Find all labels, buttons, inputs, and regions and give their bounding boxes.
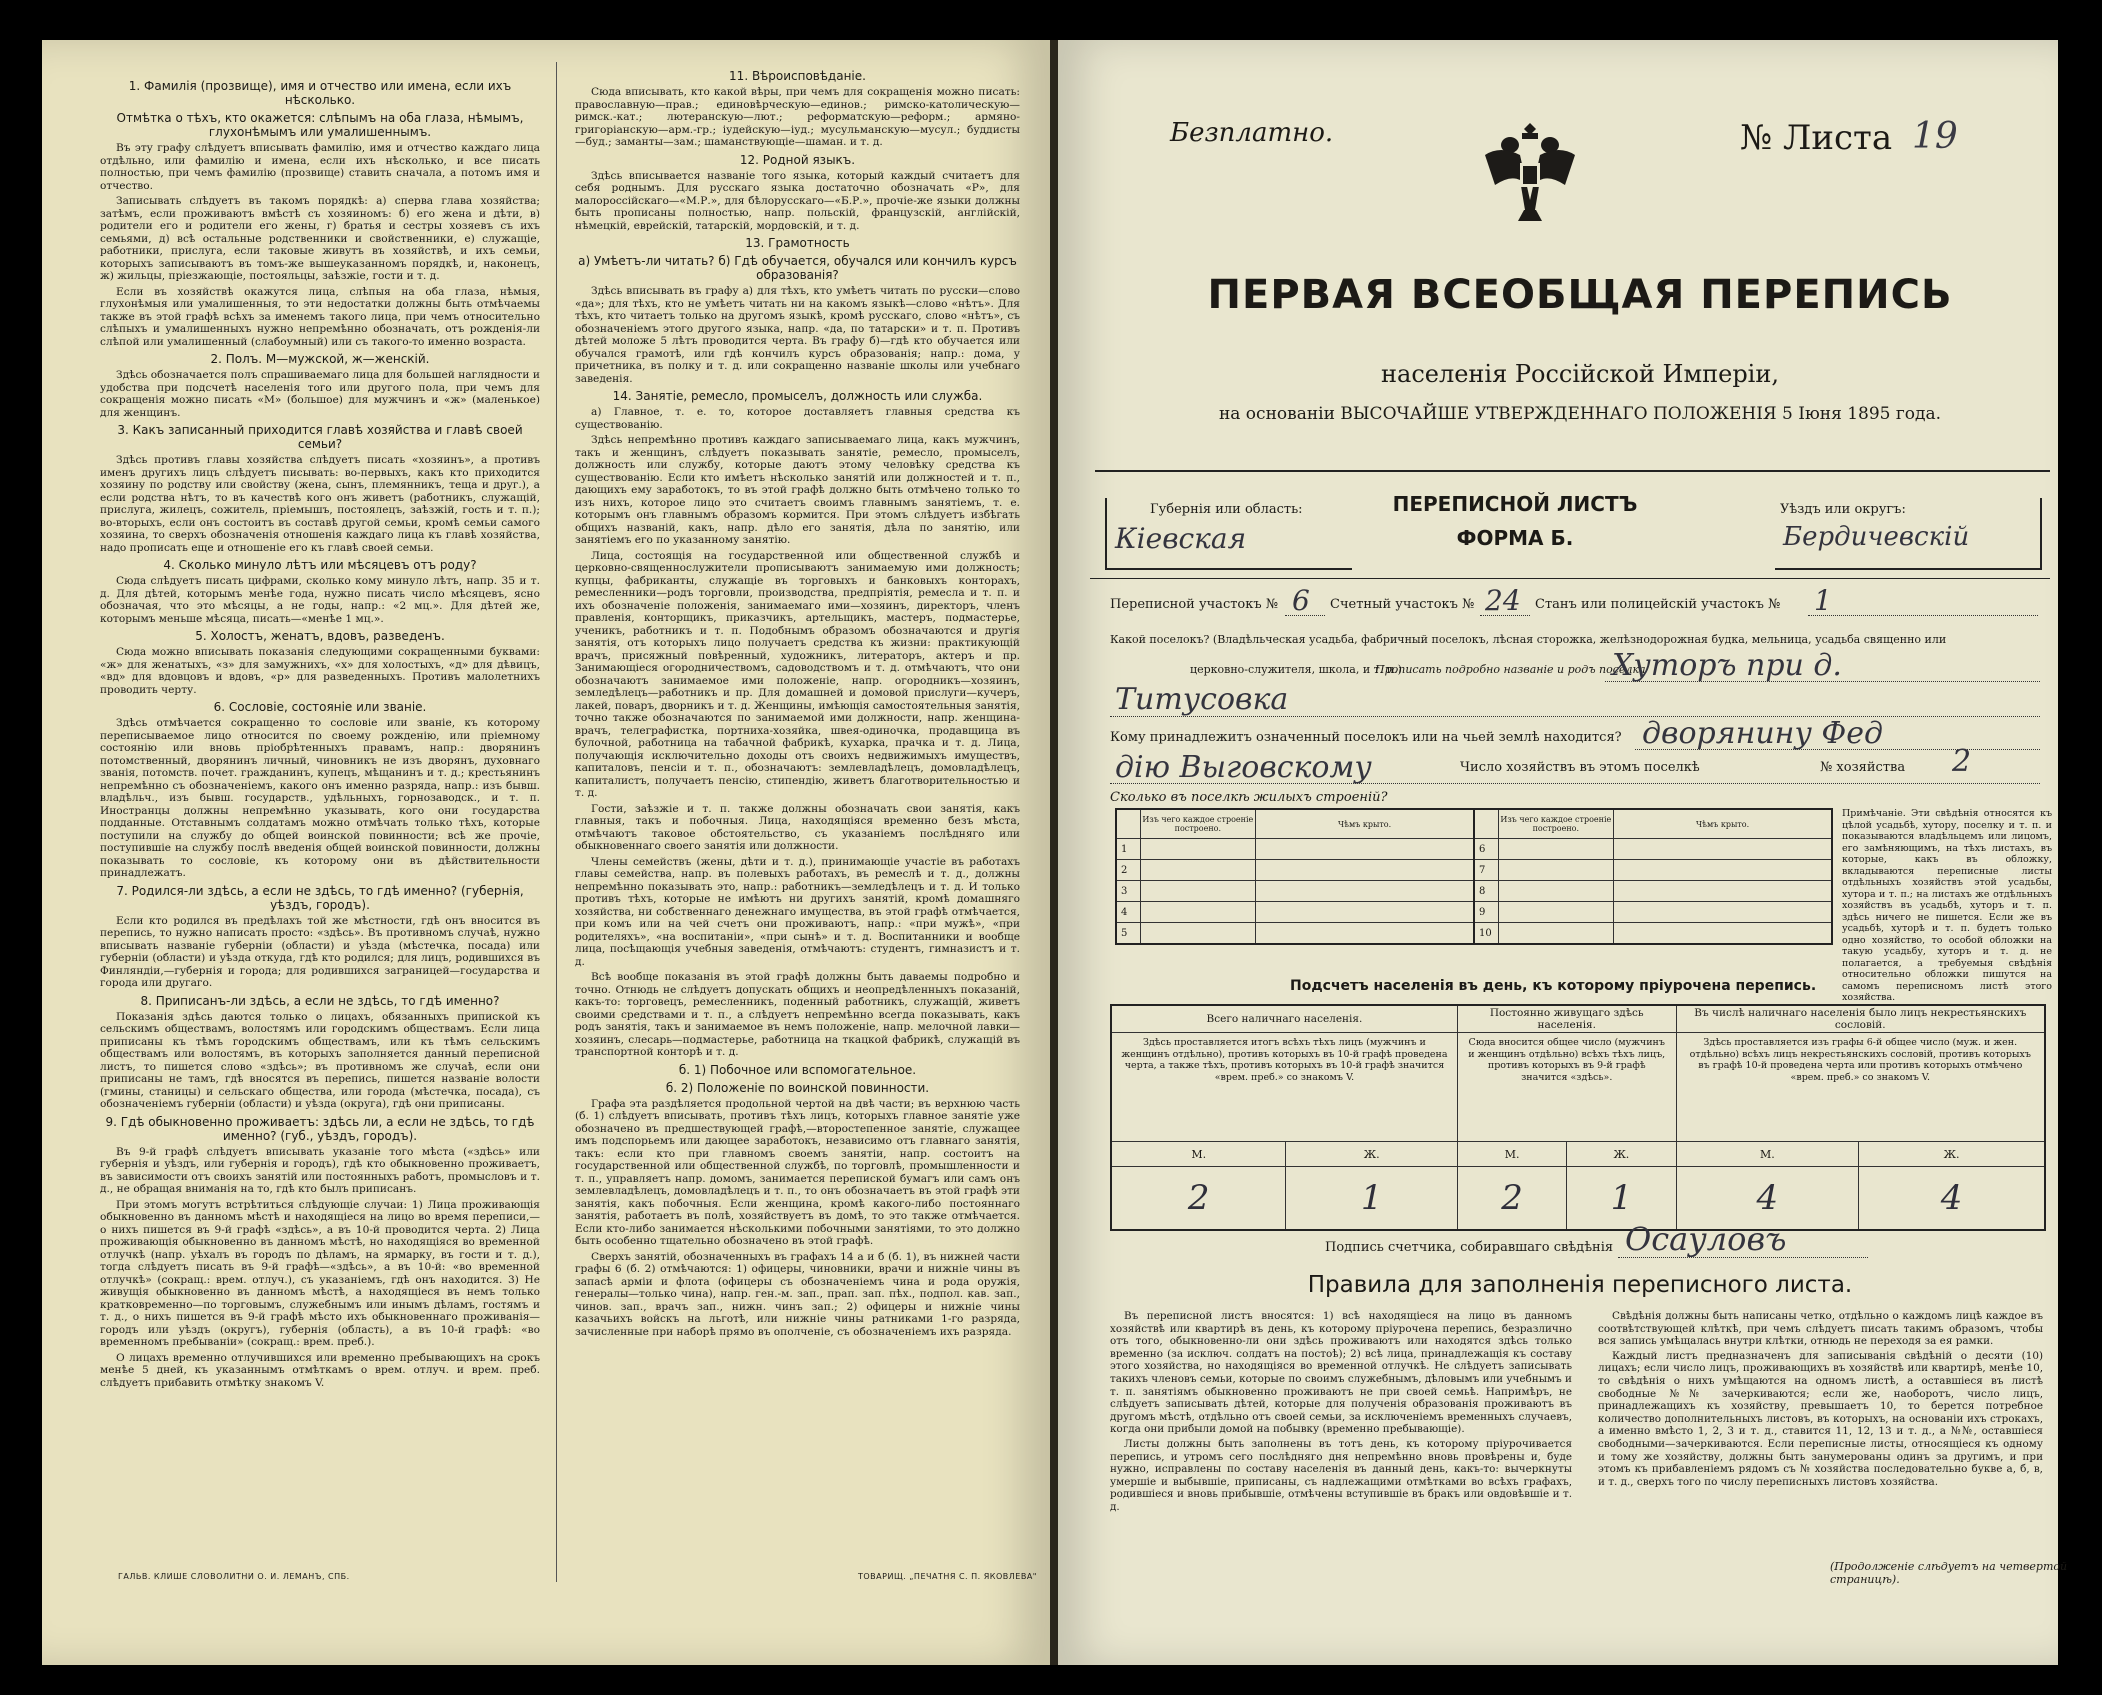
paragraph: Сверхъ занятій, обозначенныхъ въ графахъ 14 а и б (б. 1), въ нижней части графы 6 (б. 2) отмѣчаются: 1) офицеры, чиновники, врачи и нижніе чины въ запасѣ арміи и флота (офицеры съ обозначеніемъ чина и рода оружія, генералы—только чина), напр. ген.-м. зап., прап. зап. пѣх., подпол. кав. зап., чинов. зап., врачъ зап., нижн. чинъ зап.; 2) офицеры и нижніе чины казачьихъ войскъ на льготѣ, или нижніе чины ратниками 1-го разряда, зачисленные при наборѣ прямо въ ополченіе, съ обозначеніемъ ихъ разряда. — [575, 1250, 1020, 1338]
buildings-label: Сколько въ поселкѣ жилыхъ строеній? — [1110, 790, 1388, 805]
imprint-left: ГАЛЬВ. КЛИШЕ СЛОВОЛИТНИ О. И. ЛЕМАНЪ, СПБ. — [118, 1572, 350, 1581]
population-title: Подсчетъ населенія въ день, къ которому пріурочена перепись. — [1290, 978, 1817, 994]
bld-row-number: 9 — [1474, 902, 1498, 923]
instructions-column-2 — [575, 65, 1020, 1560]
section-heading: б. 1) Побочное или вспомогательное. — [678, 1062, 917, 1077]
rules-column-left — [1110, 1310, 1572, 1575]
female-label: Ж. — [1567, 1142, 1676, 1167]
section-heading: 3. Какъ записанный приходится главѣ хозяйства и главѣ своей семьи? — [117, 423, 523, 451]
paragraph: Здѣсь отмѣчается сокращенно то сословіе или званіе, къ которому переписываемое лицо относится по своему рожденію, или пріемному состоянію или вновь пріобрѣтенныхъ правамъ, напр.: дворянинъ потомственный, дворянинъ личный, чиновникъ не изъ дворянъ, духовнаго званія, потомств. почет. гражданинъ, купецъ, мѣщанинъ и т. д.; крестьянинъ непремѣнно съ обозначеніемъ, какого онъ именно разряда, напр.: изъ бывш. владѣльч., изъ бывш. государств., удѣльныхъ, горнозаводск., и т. п. Иностранцы должны непремѣнно указывать, кого они государства подданные. Отставнымъ солдатамъ можно отмѣчать только тѣхъ, которые поступили на службу до общей воинской повинности; всѣ же прочіе, поступившіе на службу послѣ введенія общей воинской повинности, должны показывать то сословіе, къ которому они въ дѣйствительности принадлежатъ. — [100, 717, 540, 879]
bld-row-number: 4 — [1116, 902, 1140, 923]
census-district-value: 6 — [1292, 584, 1310, 617]
underline — [1285, 614, 1325, 616]
paragraph: О лицахъ временно отлучившихся или временно пребывающихъ на срокъ менѣе 5 дней, къ указаннымъ отмѣткамъ о врем. отлуч. и врем. преб. слѣдуетъ прибавить отмѣтку знакомъ V. — [100, 1351, 540, 1389]
female-label: Ж. — [1286, 1142, 1458, 1167]
bld-row-number: 6 — [1474, 839, 1498, 860]
underline — [1110, 715, 2040, 717]
pop-head-nonpeasant: Въ числѣ наличнаго населенія было лицъ некрестьянскихъ сословій. — [1676, 1005, 2045, 1033]
section-heading: 4. Сколько минуло лѣтъ или мѣсяцевъ отъ роду? — [163, 558, 477, 572]
section-heading: 9. Гдѣ обыкновенно проживаетъ: здѣсь ли, а если не здѣсь, то гдѣ именно? (губ., уѣздъ, городъ). — [105, 1114, 535, 1143]
section-heading: Отмѣтка о тѣхъ, кто окажется: слѣпымъ на оба глаза, нѣмымъ, глухонѣмымъ или умалишеннымъ. — [116, 111, 524, 139]
paragraph: Если въ хозяйствѣ окажутся лица, слѣпыя на оба глаза, нѣмыя, глухонѣмыя или умалишенныя, то эти недостатки должны быть отмѣчаемы также въ этой графѣ всѣхъ за именемъ такого лица, при чемъ относительно слѣпыхъ и умалишенныхъ нужно непремѣнно обозначать, отъ рожденія-ли слѣпой или умалишенный (слабоумный) или съ такого-то именно возраста. — [100, 285, 540, 348]
settlement-hint: Прописать подробно названіе и родъ поселка — [1375, 663, 1646, 676]
rule-paragraph: Каждый листъ предназначенъ для записыванія свѣдѣній о десяти (10) лицахъ; если число лицъ, проживающихъ въ хозяйствѣ или квартирѣ, менѣе 10, то свѣдѣнія о нихъ умѣщаются на одномъ листѣ, а оставшіеся въ листѣ свободные №№ зачеркиваются; если же, наоборотъ, число лицъ, принадлежащихъ къ хозяйству, превышаетъ 10, то берется потребное количество дополнительныхъ листовъ, въ которыхъ, на основаніи ихъ строкахъ, а именно вмѣсто 1, 2, 3 и т. д., ставится 11, 12, 13 и т. д., а №№, оставшіеся свободными—зачеркиваются. Если переписные листы, относящіеся къ одному и тому же хозяйству, должны быть занумерованы одинъ за другимъ, и при этомъ къ прибавленіемъ рядомъ съ № хозяйства последовательно букве а, б, в, и т. д., сверхъ того по числу переписныхъ листовъ хозяйства. — [1598, 1349, 2043, 1488]
form-name — [1370, 487, 1660, 555]
paragraph: Показанія здѣсь даются только о лицахъ, обязанныхъ припиской къ сельскимъ обществамъ, волостямъ или городскимъ обществамъ. Если лица приписаны къ тѣмъ городскимъ обществамъ, или къ тѣмъ сельскимъ обществамъ или волостямъ, въ которыхъ заполняется данный переписной листъ, то пишется слово «здѣсь»; въ противномъ же случаѣ, если они приписаны не тамъ, гдѣ вносятся въ перепись, пишется названіе волости (гмины, станицы) и сельскаго общества, или города (мѣстечка, посада), съ обозначеніемъ губерніи (области) и уѣзда (округа), гдѣ они приписаны. — [100, 1010, 540, 1110]
buildings-note: Примѣчаніе. Эти свѣдѣнія относятся къ цѣлой усадьбѣ, хутору, поселку и т. п. и показываются владѣльцемъ или лицомъ, его замѣняющимъ, на тѣхъ листахъ, въ которые, какъ въ обложку, вкладываются переписные листы отдѣльныхъ хозяйствъ этой усадьбы, хутора и т. п.; на листахъ же отдѣльныхъ хозяйствъ въ усадьбѣ, хуторъ и т. п. здѣсь ничего не пишется. Если же въ усадьбѣ, хуторѣ и т. п. будетъ только одно хозяйство, то особой обложки на такую усадьбу, хуторъ и т. д. не полагается, а требуемыя свѣдѣнія относительно обложки пишутся на самомъ переписномъ листѣ этого хозяйства. — [1842, 808, 2052, 1003]
uezd-label: Уѣздъ или округъ: — [1780, 502, 1906, 517]
paragraph: Сюда можно вписывать показанія следующими сокращенными буквами: «ж» для женатыхъ, «з» для замужнихъ, «х» для холостыхъ, «д» для дѣвицъ, «вд» для вдовцовъ и вдовъ, «р» для разведенныхъ. Противъ малолетнихъ проводить черту. — [100, 646, 540, 696]
paragraph: Въ эту графу слѣдуетъ вписывать фамилію, имя и отчество каждаго лица отдѣльно, или фамилію и имена, если ихъ нѣсколько, и все писать полностью, при чемъ фамилію (прозвище) ставить сначала, а потомъ имя и отчество. — [100, 142, 540, 192]
page-title: ПЕРВАЯ ВСЕОБЩАЯ ПЕРЕПИСЬ — [1207, 272, 1953, 318]
bld-row — [1116, 839, 1832, 860]
paragraph: Сюда вписывать, кто какой вѣры, при чемъ для сокращенія можно писать: православную—прав.; единовѣрческую—единов.; римско-католическую—римск.-кат.; лютеранскую—лют.; реформатскую—реформ.; армяно-григоріанскую—арм.-гр.; іудейскую—іуд.; мусульманскую—мусул.; буддисты—буд.; заманты—зам.; шаманствующіе—шаман. и т. д. — [575, 86, 1020, 148]
bld-row-number: 8 — [1474, 881, 1498, 902]
rule-paragraph: Листы должны быть заполнены въ тотъ день, къ которому пріурочивается перепись, и утромъ сего послѣдняго дня непремѣнно вновь провѣрены и, буде нужно, исправлены по составу населенія въ данный день, какъ-то: вычеркнуты умершіе и выбывшіе, приписаны, съ надлежащими отмѣтками во всѣхъ графахъ, родившіеся и вновь прибывшіе, отмѣчены вступившіе въ бракъ или овдовѣвшіе и т. д. — [1110, 1437, 1572, 1513]
section-heading: б. 2) Положеніе по воинской повинности. — [665, 1080, 930, 1095]
census-district-label: Переписной участокъ № — [1110, 597, 1279, 612]
male-label: М. — [1676, 1142, 1859, 1167]
paragraph: Если кто родился въ предѣлахъ той же мѣстности, гдѣ онъ вносится въ перепись, то нужно написать просто: «здѣсь». Въ противномъ случаѣ, нужно вписывать названіе губерніи (области) и уѣзда (мѣстечка, посада) или губерніи (области) и уѣзда откуда, гдѣ кто родился; для лицъ, родившихся въ Финляндіи,—губернія и города; для родившихся заграницей—государства и города или другаго. — [100, 914, 540, 989]
counting-district-label: Счетный участокъ № — [1330, 597, 1475, 612]
household-number-label: № хозяйства — [1820, 760, 1906, 775]
bld-head-roof-2: Чѣмъ крыто. — [1614, 809, 1832, 839]
pop-desc-permanent: Сюда вносится общее число (мужчинъ и женщинъ отдѣльно) всѣхъ тѣхъ лицъ, противъ которыхъ въ 9-й графѣ значится «здѣсь». — [1457, 1033, 1676, 1142]
double-headed-eagle-icon — [1480, 115, 1580, 225]
section-heading: 8. Приписанъ-ли здѣсь, а если не здѣсь, то гдѣ именно? — [140, 993, 500, 1008]
paragraph: Всѣ вообще показанія въ этой графѣ должны быть даваемы подробно и точно. Отнюдь не слѣдуетъ допускать общихъ и неопредѣленныхъ показаній, какъ-то: торговецъ, ремесленникъ, поденный работникъ, служащій, живетъ своими средствами и т. п., а слѣдуетъ непремѣнно всегда показывать, какъ родъ занятія, такъ и занимаемое въ немъ положеніе, напр. мелочной лавки—хозяинъ, слесарь—подмастерье, работница на ткацкой фабрикѣ, служащій въ транспортной конторѣ и т. д. — [575, 971, 1020, 1058]
bld-head-material-2: Изъ чего каждое строеніе построено. — [1498, 809, 1614, 839]
bld-row-number: 3 — [1116, 881, 1140, 902]
present-male-value: 2 — [1111, 1167, 1286, 1231]
police-district-label: Станъ или полицейскій участокъ № — [1535, 597, 1781, 612]
nonpeasant-male-value: 4 — [1676, 1167, 1859, 1231]
section-heading: 11. Вѣроисповѣданіе. — [729, 69, 866, 83]
pop-head-permanent: Постоянно живущаго здѣсь населенія. — [1457, 1005, 1676, 1033]
female-label: Ж. — [1859, 1142, 2045, 1167]
underline — [1110, 782, 2040, 784]
instructions-column-1 — [100, 75, 540, 1560]
present-female-value: 1 — [1286, 1167, 1458, 1231]
section-heading: 2. Полъ. М—мужской, ж—женскій. — [210, 352, 430, 366]
police-district-value: 1 — [1814, 584, 1832, 617]
section-heading: 7. Родился-ли здѣсь, а если не здѣсь, то гдѣ именно? (губернія, уѣздъ, городъ). — [116, 883, 524, 912]
bld-row — [1116, 902, 1832, 923]
imprint-right: ТОВАРИЩ. „ПЕЧАТНЯ С. П. ЯКОВЛЕВА" — [858, 1572, 1037, 1581]
nonpeasant-female-value: 4 — [1859, 1167, 2045, 1231]
paragraph: Здѣсь вписывать въ графу а) для тѣхъ, кто умѣетъ читать по русски—слово «да»; для тѣхъ, кто не умѣетъ читать ни на какомъ языкѣ—слово «нѣтъ». Для тѣхъ, кто читаетъ только на другомъ языкѣ, кромѣ русскаго, слово «нѣтъ», съ обозначеніемъ этого другого языка, напр. «да, по татарски» и т. п. Противъ дѣтей моложе 5 лѣтъ проводится черта. Въ графу б)—гдѣ кто обучается или обучался грамотѣ, или гдѣ кончилъ курсъ образованія; напр.: дома, у причетника, въ полку и т. д. или сокращенно названіе школы или учебнаго заведенія. — [575, 285, 1020, 385]
paragraph: Члены семействъ (жены, дѣти и т. д.), принимающіе участіе въ работахъ главы семейства, напр. въ полевыхъ работахъ, въ ремеслѣ и т. д., должны непремѣнно показывать это, напр.: работникъ—земледѣлецъ и т. д. И только противъ тѣхъ, которые не имѣютъ ни другихъ занятій, кромѣ домашняго хозяйства, ни собственнаго денежнаго имущества, въ этой графѣ отмѣчается, при комъ или на чей счетъ они проживаютъ, напр.: «при мужѣ», «при родителяхъ», «на воспитаніи», «при сынѣ» и т. д. Воспитанники и вообще лица, посѣщающія учебныя заведенія, отмѣчаютъ: студентъ, гимназистъ и т. д. — [575, 855, 1020, 968]
paragraph: При этомъ могутъ встрѣтиться слѣдующіе случаи: 1) Лица проживающія обыкновенно въ данномъ мѣстѣ и находящіеся на лицо во время переписи,—о нихъ пишется въ 9-й графѣ «здѣсь», а въ 10-й проводится черта. 2) Лица проживающія обыкновенно въ данномъ мѣстѣ, но находящіяся во временной отлучкѣ (напр. уѣхалъ въ городъ по дѣламъ, на ярмарку, въ гости и т. д.), тогда слѣдуетъ писать въ 9-й графѣ—«здѣсь», а въ 10-й: «во временной отлучкѣ» (сокращ.: врем. отлуч.), съ указаніемъ, гдѣ онъ находится. 3) Не живущія обыкновенно въ данномъ мѣстѣ, а находящіеся въ немъ только кратковременно—по торговымъ, служебнымъ или инымъ дѣламъ, гостямъ и т. д., о нихъ пишется въ 9-й графѣ мѣсто ихъ обыкновеннаго проживанія—городъ или уѣздъ (округъ), губернія (область), а въ 10-й графѣ: «во временномъ пребываніи» (сокращ.: врем. преб.). — [100, 1198, 540, 1348]
rules-title: Правила для заполненія переписного листа. — [1307, 1272, 1853, 1298]
bld-row-number: 2 — [1116, 860, 1140, 881]
paragraph: Лица, состоящія на государственной или общественной службѣ и церковно-священнослужители прописываютъ занимаемую ими должность; купцы, фабриканты, служащіе въ торговыхъ и банковыхъ конторахъ, ремесленники—родъ торговли, производства, предпріятія, ремесла и т. п. и ихъ обозначеніе положенія, занимаемаго ими—хозяинъ, директоръ, членъ правленія, конторщикъ, приказчикъ, артельщикъ, мастеръ, подмастерье, ученикъ, работникъ и т. п. Подобнымъ образомъ обозначаются и другія занятія, отъ которыхъ лицо получаетъ средства къ жизни: практикующій врачъ, присяжный повѣренный, художникъ, литераторъ, актеръ и пр. Занимающіеся огородничествомъ, садоводствомъ и т. д. отмѣчаютъ, что они обозначаютъ занимаемое ими положеніе, напр. огородникъ—хозяинъ, земледѣлецъ—работникъ и пр. Для домашней и домовой прислуги—кучеръ, лакей, поваръ, дворникъ и т. д. Женщины, имѣющія самостоятельныя занятія, точно также обозначаются по занимаемой ими должности, напр. женщина-врачъ, телеграфистка, портниха-хозяйка, швея-одиночка, продавщица въ булочной, работница на табачной фабрикѣ, кухарка, прачка и т. д. Лица, получающія исключительно доходы отъ своихъ недвижимыхъ имуществъ, капиталовъ, пенсіи и т. п., обозначаютъ: землевладѣлецъ, домовладѣлецъ, капиталистъ, получаетъ пенсію, стипендію, живетъ благотворительностью и т. д. — [575, 549, 1020, 799]
male-label: М. — [1111, 1142, 1286, 1167]
section-heading: 6. Сословіе, состояніе или званіе. — [213, 700, 427, 714]
section-heading: 5. Холостъ, женатъ, вдовъ, разведенъ. — [195, 629, 445, 643]
pop-desc-present: Здѣсь проставляется итогъ всѣхъ тѣхъ лицъ (мужчинъ и женщинъ отдѣльно), противъ которыхъ въ 10-й графѣ проведена черта, а также тѣхъ, противъ которыхъ въ 10-й графѣ значится «врем. преб.» со знакомъ V. — [1111, 1033, 1457, 1142]
rules-continuation: (Продолженіе слѣдуетъ на четвертой страницѣ). — [1830, 1560, 2068, 1586]
signature-value: Осауловъ — [1625, 1220, 1787, 1258]
population-table — [1110, 1004, 2046, 1231]
section-heading: 13. Грамотность — [745, 236, 850, 250]
rules-column-right — [1598, 1310, 2043, 1558]
form-subtitle: ФОРМА Б. — [1456, 526, 1574, 550]
bld-row-number: 1 — [1116, 839, 1140, 860]
bld-row-number: 5 — [1116, 923, 1140, 945]
sheet-number-value: 19 — [1912, 116, 1958, 157]
header-rule — [1095, 470, 2050, 472]
owner-value-1: дворянину Фед — [1642, 716, 1884, 751]
paragraph: Въ 9-й графѣ слѣдуетъ вписывать указаніе того мѣста («здѣсь» или губернія и уѣздъ, или губернія и городъ), гдѣ кто обыкновенно проживаетъ, въ зависимости отъ своихъ занятій или постоянныхъ работъ, промысловъ и т. д., не обращая вниманія на то, гдѣ кто былъ приписанъ. — [100, 1145, 540, 1195]
sheet-number-label: № Листа — [1740, 118, 1893, 158]
buildings-table — [1115, 808, 1833, 945]
bld-row-number: 7 — [1474, 860, 1498, 881]
pop-head-present: Всего наличнаго населенія. — [1111, 1005, 1457, 1033]
households-label: Число хозяйствъ въ этомъ поселкѣ — [1460, 760, 1700, 775]
paragraph: Здѣсь противъ главы хозяйства слѣдуетъ писать «хозяинъ», а противъ именъ другихъ лицъ слѣдуетъ писывать: во-первыхъ, какъ кто приходится хозяину по родству или свойству (жена, сынъ, племянникъ, теща и друг.), а если родства нѣтъ, то въ качествѣ кого онъ живетъ (работникъ, служащій, прислуга, жилецъ, сожитель, пріемышъ, постоялецъ, заѣзжій, гость и т. п.); во-вторыхъ, если онъ состоитъ въ составѣ другой семьи, кромѣ семьи самого хозяина, то сверхъ обозначенія отношенія каждаго лица къ главѣ хозяйства, надо прописать еще и отношеніе его къ главѣ своей семьи. — [100, 454, 540, 554]
pop-desc-nonpeasant: Здѣсь проставляется изъ графы 6-й общее число (муж. и жен. отдѣльно) всѣхъ лицъ некрестьянскихъ сословій, противъ которыхъ въ графѣ 10-й проведена черта или противъ которыхъ отмѣчено «врем. преб.» со знакомъ V. — [1676, 1033, 2045, 1142]
section-heading: 12. Родной языкъ. — [739, 152, 856, 167]
page-decree: на основаніи ВЫСОЧАЙШЕ УТВЕРЖДЕННАГО ПОЛОЖЕНІЯ 5 Іюня 1895 года. — [1218, 404, 1942, 424]
section-heading: 1. Фамилія (прозвище), имя и отчество или имена, если ихъ нѣсколько. — [128, 79, 512, 107]
paragraph: Записывать слѣдуетъ въ такомъ порядкѣ: а) сперва глава хозяйства; затѣмъ, если проживаютъ вмѣстѣ съ хозяиномъ: б) его жена и дѣти, в) родители его и родители его жены, г) братья и сестры хозяевъ съ ихъ семьями, д) всѣ остальные родственники и свойственники, е) служащіе, работники, прислуга, если таковые живутъ въ хозяйствѣ, и ихъ семьи, которыхъ записываютъ въ томъ-же вышеуказанномъ порядкѣ, и, наконецъ, ж) жильцы, пріезжающіе, постояльцы, заѣзжіе, гости и т. д. — [100, 195, 540, 282]
rule-paragraph: Въ переписной листъ вносятся: 1) всѣ находящіеся на лицо въ данномъ хозяйствѣ или квартирѣ въ день, къ которому пріурочена перепись, безразлично отъ того, обыкновенно-ли они здѣсь проживаютъ или находятся здѣсь только временно (за исключ. солдатъ на постоѣ); 2) всѣ лица, принадлежащія къ составу этого хозяйства, но находящіяся во временной отлучкѣ. Не слѣдуетъ записывать такихъ членовъ семьи, которые по своимъ служебнымъ, дѣловымъ или учебнымъ и т. п. занятіямъ обыкновенно проживаютъ не при своей семьѣ. Напримѣръ, не слѣдуетъ записывать дѣтей, которые для полученія образованія проживаютъ въ другомъ мѣстѣ, отдѣльно отъ своей семьи, за исключеніемъ временныхъ случаевъ, когда они прибыли домой на побывку (временно пребывающіе). — [1110, 1310, 1572, 1436]
paragraph: Сюда слѣдуетъ писать цифрами, сколько кому минуло лѣтъ, напр. 35 и т. д. Для дѣтей, которымъ менѣе года, нужно писать число мѣсяцевъ, ясно обозначая, что это мѣсяцы, а не годы, напр.: «2 мц.». Для дѣтей же, которымъ меньше мѣсяца, писать—«менѣе 1 мц.». — [100, 575, 540, 625]
free-label: Безплатно. — [1170, 118, 1334, 148]
paragraph: Здѣсь вписывается названіе того языка, который каждый считаетъ для себя роднымъ. Для русскаго языка достаточно обозначать «Р», для малороссійскаго—«М.Р.», для бѣлорусскаго—«Б.Р.», прочіе-же языки должны быть прописаны полностью, напр. польскій, французскій, англійскій, нѣмецкій, еврейскій, татарскій, мордовскій, и т. д. — [575, 169, 1020, 232]
paragraph: Гости, заѣзжіе и т. п. также должны обозначать свои занятія, какъ главныя, такъ и побочныя. Лица, находящіяся временно безъ мѣста, отмѣчаютъ таковое обстоятельство, съ указаніемъ послѣдняго или обыкновеннаго своего занятія или должности. — [575, 802, 1020, 852]
male-label: М. — [1457, 1142, 1566, 1167]
paragraph: Графа эта раздѣляется продольной чертой на двѣ части; въ верхнюю часть (б. 1) слѣдуетъ вписывать, противъ тѣхъ лицъ, которыхъ главное занятіе уже обозначено въ предшествующей графѣ,—второстепенное занятіе, служащее имъ подспорьемъ или дающее заработокъ, независимо отъ главнаго занятія, такъ: если кто при главномъ своемъ занятіи, напр. состоитъ на государственной или общественной службѣ, по торговлѣ, промышленности и т. п., управляетъ напр. домомъ, занимается перепиской бумагъ или самъ онъ землевладѣлецъ, домовладѣлецъ и т. п., то онъ обозначаетъ въ этой графѣ эти занятія, какъ побочныя. Если женщина, кромѣ какого-либо постояннаго занятія, работаетъ въ полѣ, хозяйствуетъ въ домѣ, то это также отмѣчается. Если кто-либо занимается нѣсколькими побочными занятіями, то это должно быть особенно тщательно обозначено въ этой графѣ. — [575, 1097, 1020, 1247]
rule-paragraph: Свѣдѣнія должны быть написаны четко, отдѣльно о каждомъ лицѣ каждое въ соотвѣтствующей клѣткѣ, при чемъ слѣдуетъ писать такимъ образомъ, чтобы вся запись умѣщалась внутри клѣтки, отнюдь не переходя за ея рамки. — [1598, 1310, 2043, 1348]
bld-row — [1116, 860, 1832, 881]
bld-row-number: 10 — [1474, 923, 1498, 945]
bld-head-material: Изъ чего каждое строеніе построено. — [1140, 809, 1256, 839]
settlement-label: Какой поселокъ? (Владѣльческая усадьба, фабричный поселокъ, лѣсная сторожка, желѣзнодорожная будка, мельница, усадьба священно или — [1110, 633, 1947, 646]
section-heading: а) Умѣетъ-ли читать? б) Гдѣ обучается, обучался или кончилъ курсъ образованія? — [578, 254, 1017, 282]
settlement-label-2: церковно-служителя, школа, и т. п.) — [1190, 663, 1402, 676]
uezd-value: Бердичевскій — [1783, 522, 1970, 552]
underline — [1618, 1256, 1868, 1258]
book-spine — [1050, 40, 1058, 1665]
gubernia-value: Кіевская — [1115, 522, 1247, 555]
column-divider — [556, 62, 557, 1582]
bld-row — [1116, 881, 1832, 902]
paragraph: Здѣсь обозначается полъ спрашиваемаго лица для большей наглядности и удобства при подсчетѣ населенія того или другого пола, при чемъ для сокращенія можно писать «М» (большое) для мужчинъ и «ж» (маленькое) для женщинъ. — [100, 369, 540, 419]
underline — [1635, 748, 2040, 750]
gubernia-label: Губернія или область: — [1150, 502, 1303, 517]
section-heading: 14. Занятіе, ремесло, промыселъ, должность или служба. — [612, 389, 983, 403]
permanent-male-value: 2 — [1457, 1167, 1566, 1231]
form-title: ПЕРЕПИСНОЙ ЛИСТЪ — [1392, 492, 1638, 516]
page-subtitle: населенія Россійской Имперіи, — [1381, 360, 1779, 388]
paragraph: Здѣсь непремѣнно противъ каждаго записываемаго лица, какъ мужчинъ, такъ и женщинъ, слѣдуетъ показывать занятіе, ремесло, промыселъ, должность или службу, которые даютъ этому человѣку средства къ существованію. Если кто имѣетъ нѣсколько занятій или должностей и т. п., дающихъ ему заработокъ, то въ этой графѣ должно быть отмѣчено только то изъ нихъ, которое лицо это считаетъ своимъ главнымъ занятіемъ, т. е. которымъ онъ главнымъ образомъ кормится. При этомъ слѣдуетъ избѣгать общихъ названій, какъ, напр. дѣло его занятія, дѣла по занятію, или занятіемъ его по указанному занятію. — [575, 434, 1020, 546]
settlement-value-1: Хуторъ при д. — [1612, 648, 1842, 683]
bld-row — [1116, 923, 1832, 945]
underline — [1605, 680, 2040, 682]
household-number-value: 2 — [1952, 744, 1972, 779]
owner-label: Кому принадлежитъ означенный поселокъ или на чьей землѣ находится? — [1110, 730, 1622, 745]
counting-district-value: 24 — [1485, 584, 1521, 617]
settlement-value-2: Титусовка — [1115, 682, 1289, 717]
paragraph: а) Главное, т. е. то, которое доставляетъ главныя средства къ существованію. — [575, 406, 1020, 431]
bld-head-roof: Чѣмъ крыто. — [1256, 809, 1474, 839]
signature-label: Подпись счетчика, собиравшаго свѣдѣнія — [1325, 1240, 1614, 1255]
section-rule — [1090, 578, 2050, 579]
underline — [1808, 614, 2038, 616]
owner-value-2: дію Выговскому — [1115, 750, 1372, 785]
underline — [1480, 614, 1530, 616]
permanent-female-value: 1 — [1567, 1167, 1676, 1231]
